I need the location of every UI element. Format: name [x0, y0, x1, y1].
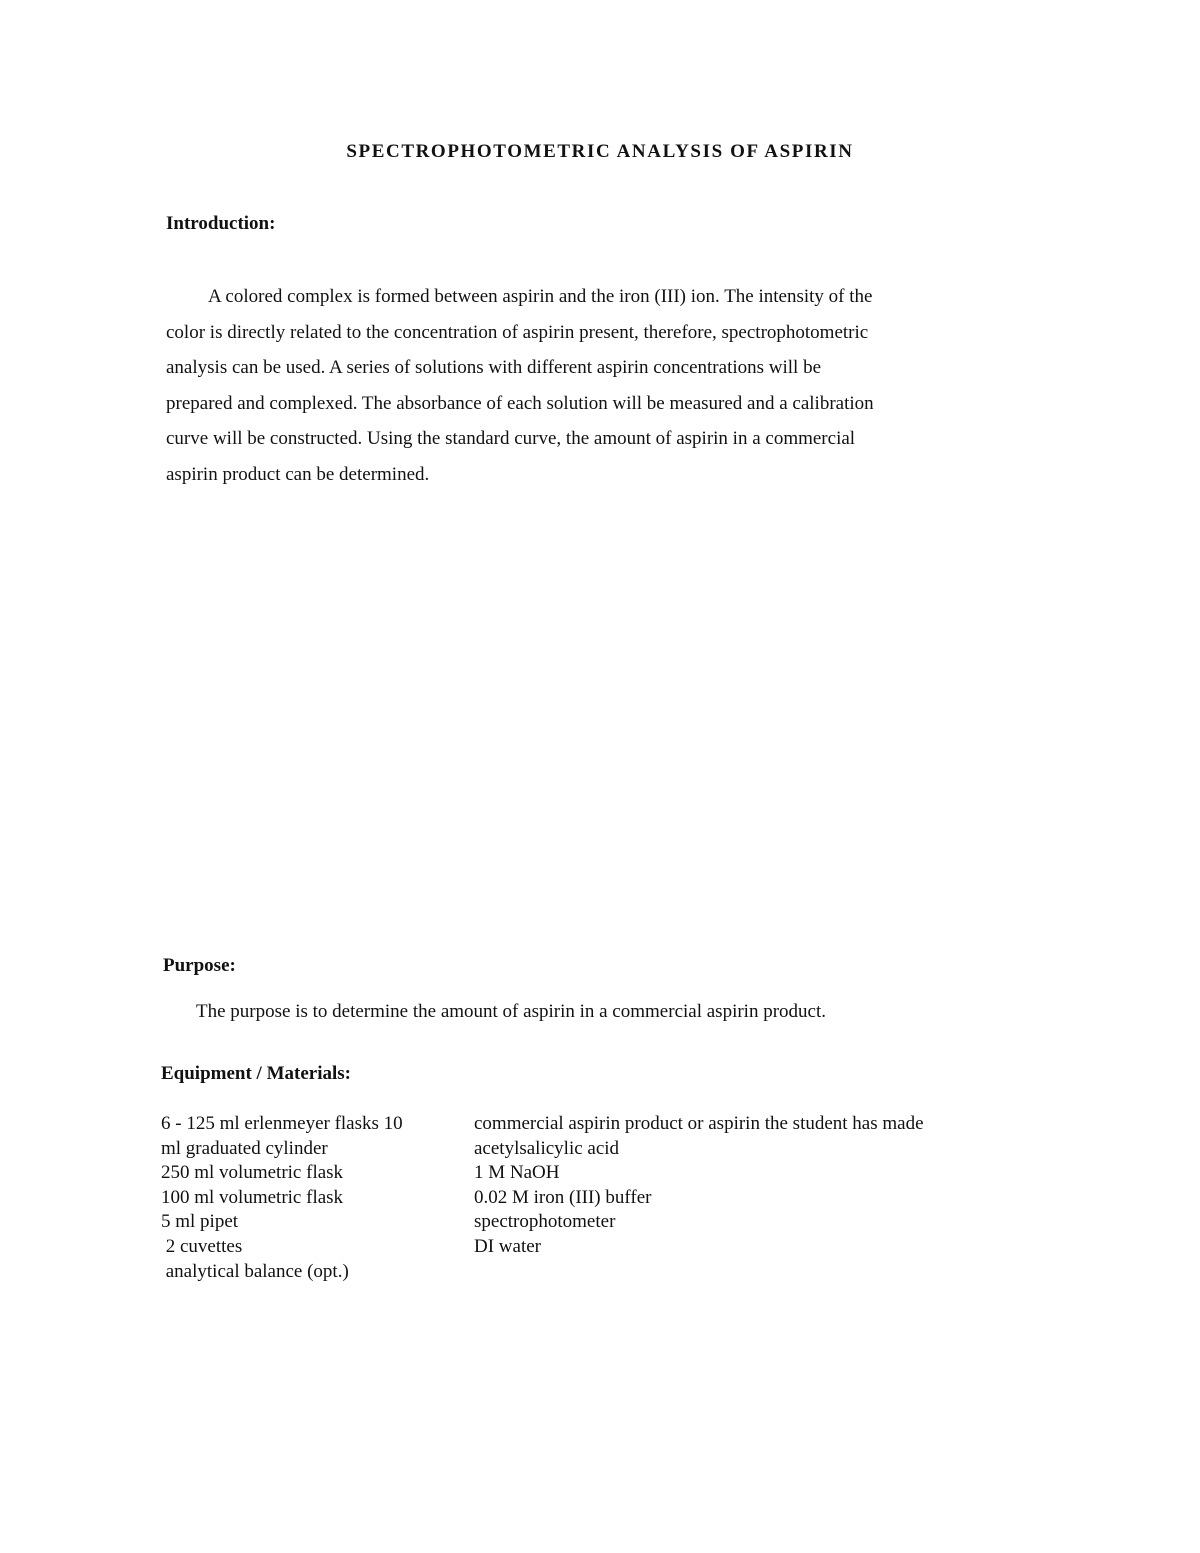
introduction-line: color is directly related to the concentration of aspirin present, therefore, spectrophotometric	[166, 321, 869, 343]
equipment-list-left	[161, 1112, 403, 1284]
equipment-item: 2 cuvettes	[161, 1235, 243, 1257]
introduction-line: A colored complex is formed between aspirin and the iron (III) ion. The intensity of the	[208, 286, 873, 307]
document-title: SPECTROPHOTOMETRIC ANALYSIS OF ASPIRIN	[346, 141, 854, 162]
introduction-paragraph	[166, 279, 996, 492]
equipment-item: 6 - 125 ml erlenmeyer flasks 10	[161, 1113, 403, 1134]
introduction-heading: Introduction:	[166, 213, 276, 234]
material-item: 1 M NaOH	[474, 1162, 560, 1184]
equipment-item: 100 ml volumetric flask	[161, 1186, 344, 1208]
equipment-item: analytical balance (opt.)	[161, 1260, 349, 1282]
equipment-item: 5 ml pipet	[161, 1211, 239, 1233]
material-item: commercial aspirin product or aspirin the student has made	[474, 1113, 924, 1134]
purpose-heading: Purpose:	[163, 955, 236, 976]
material-item: acetylsalicylic acid	[474, 1137, 620, 1159]
introduction-line: analysis can be used. A series of solutions with different aspirin concentrations will be	[166, 357, 822, 378]
material-item: spectrophotometer	[474, 1211, 616, 1233]
material-item: 0.02 M iron (III) buffer	[474, 1186, 652, 1208]
introduction-line: aspirin product can be determined.	[166, 463, 430, 485]
equipment-item: ml graduated cylinder	[161, 1137, 328, 1159]
equipment-heading: Equipment / Materials:	[161, 1063, 351, 1084]
equipment-item: 250 ml volumetric flask	[161, 1162, 344, 1184]
introduction-line: prepared and complexed. The absorbance of each solution will be measured and a calibration	[166, 392, 874, 414]
material-item: DI water	[474, 1235, 541, 1257]
introduction-line: curve will be constructed. Using the standard curve, the amount of aspirin in a commercial	[166, 428, 856, 449]
materials-list-right	[474, 1112, 924, 1260]
purpose-text: The purpose is to determine the amount of aspirin in a commercial aspirin product.	[196, 1001, 826, 1022]
